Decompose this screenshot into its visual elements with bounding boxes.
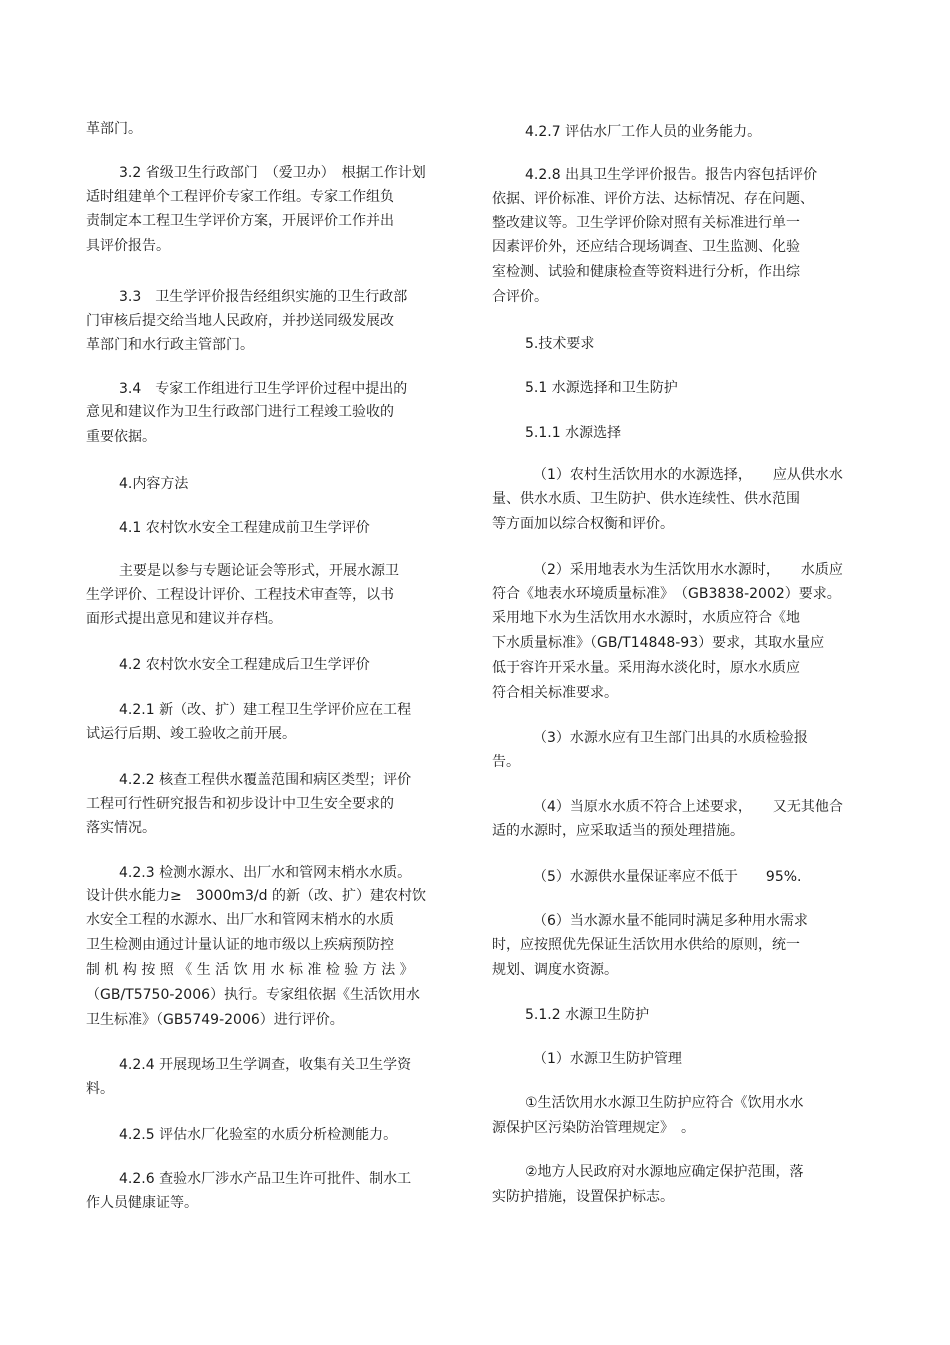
subsection-heading: 5.1.1 水源选择	[525, 425, 622, 441]
text-line: 符合《地表水环境质量标准》 （GB3838-2002）要求。	[492, 586, 841, 602]
text-line: 责制定本工程卫生学评价方案，开展评价工作并出	[86, 213, 394, 229]
text-line: 试运行后期、竣工验收之前开展。	[86, 726, 296, 742]
text-line: 3.2 省级卫生行政部门 （爱卫办） 根据工作计划	[119, 165, 426, 181]
text-line: （3）水源水应有卫生部门出具的水质检验报	[533, 730, 808, 746]
text-line: （1）农村生活饮用水的水源选择， 应从供水水	[533, 467, 843, 483]
text-line: ②地方人民政府对水源地应确定保护范围，落	[525, 1164, 804, 1180]
text-line: 量、供水水质、卫生防护、供水连续性、供水范围	[492, 491, 800, 507]
text-line: 实防护措施，设置保护标志。	[492, 1189, 674, 1205]
text-line: 制 机 构 按 照 《 生 活 饮 用 水 标 准 检 验 方 法 》	[86, 962, 414, 978]
section-heading: 4.内容方法	[119, 476, 189, 492]
text-line: （5）水源供水量保证率应不低于 95%.	[533, 869, 802, 885]
text-line: （6）当水源水量不能同时满足多种用水需求	[533, 913, 808, 929]
text-line: 因素评价外，还应结合现场调查、卫生监测、化验	[492, 239, 800, 255]
text-line: 室检测、试验和健康检查等资料进行分析，作出综	[492, 264, 800, 280]
text-line: 等方面加以综合权衡和评价。	[492, 516, 674, 532]
text-line: 整改建议等。卫生学评价除对照有关标准进行单一	[492, 215, 800, 231]
text-line: 规划、调度水资源。	[492, 962, 618, 978]
text-line: 4.2.5 评估水厂化验室的水质分析检测能力。	[119, 1127, 398, 1143]
text-line: 意见和建议作为卫生行政部门进行工程竣工验收的	[86, 404, 394, 420]
text-line: 依据、评价标准、评价方法、达标情况、存在问题、	[492, 191, 814, 207]
text-line: 料。	[86, 1081, 114, 1097]
text-line: 生学评价、工程设计评价、工程技术审查等，以书	[86, 587, 394, 603]
text-line: 革部门。	[86, 121, 142, 137]
subsection-heading: 5.1 水源选择和卫生防护	[525, 380, 678, 396]
text-line: 适时组建单个工程评价专家工作组。专家工作组负	[86, 189, 394, 205]
text-line: 4.2.2 核查工程供水覆盖范围和病区类型；评价	[119, 772, 412, 788]
text-line: （4）当原水水质不符合上述要求， 又无其他合	[533, 799, 843, 815]
text-line: 具评价报告。	[86, 238, 170, 254]
text-line: 4.2.7 评估水厂工作人员的业务能力。	[525, 124, 762, 140]
text-line: 作人员健康证等。	[86, 1195, 198, 1211]
text-line: 重要依据。	[86, 429, 156, 445]
text-line: 水安全工程的水源水、出厂水和管网末梢水的水质	[86, 912, 394, 928]
text-line: 下水质量标准》（GB/T14848-93）要求，其取水量应	[492, 635, 825, 651]
text-line: 革部门和水行政主管部门。	[86, 337, 254, 353]
subsection-heading: 4.2 农村饮水安全工程建成后卫生学评价	[119, 657, 370, 673]
text-line: 采用地下水为生活饮用水水源时，水质应符合《地	[492, 610, 800, 626]
text-line: ①生活饮用水水源卫生防护应符合《饮用水水	[525, 1095, 804, 1111]
text-line: 门审核后提交给当地人民政府，并抄送同级发展改	[86, 313, 394, 329]
text-line: 落实情况。	[86, 820, 156, 836]
text-line: 4.2.3 检测水源水、出厂水和管网末梢水水质。	[119, 865, 412, 881]
text-line: 工程可行性研究报告和初步设计中卫生安全要求的	[86, 796, 394, 812]
text-line: 卫生标准》（GB5749-2006）进行评价。	[86, 1012, 344, 1028]
text-line: 3.4 专家工作组进行卫生学评价过程中提出的	[119, 381, 408, 397]
text-line: （1）水源卫生防护管理	[533, 1051, 682, 1067]
text-line: 源保护区污染防治管理规定》 。	[492, 1120, 695, 1136]
subsection-heading: 4.1 农村饮水安全工程建成前卫生学评价	[119, 520, 370, 536]
text-line: 4.2.4 开展现场卫生学调查，收集有关卫生学资	[119, 1057, 412, 1073]
text-line: 低于容许开采水量。采用海水淡化时，原水水质应	[492, 660, 800, 676]
text-line: 告。	[492, 754, 520, 770]
text-line: 卫生检测由通过计量认证的地市级以上疾病预防控	[86, 937, 394, 953]
text-line: 3.3 卫生学评价报告经组织实施的卫生行政部	[119, 289, 408, 305]
text-line: 合评价。	[492, 289, 548, 305]
text-line: （GB/T5750-2006）执行。专家组依据《生活饮用水	[86, 987, 421, 1003]
text-line: 符合相关标准要求。	[492, 685, 618, 701]
text-line: 设计供水能力≥ 3000m3/d 的新（改、扩）建农村饮	[86, 888, 426, 904]
subsection-heading: 5.1.2 水源卫生防护	[525, 1007, 650, 1023]
text-line: 面形式提出意见和建议并存档。	[86, 611, 282, 627]
text-line: 4.2.6 查验水厂涉水产品卫生许可批件、制水工	[119, 1171, 412, 1187]
text-line: 适的水源时，应采取适当的预处理措施。	[492, 823, 744, 839]
text-line: 主要是以参与专题论证会等形式，开展水源卫	[119, 563, 399, 579]
text-line: （2）采用地表水为生活饮用水水源时， 水质应	[533, 562, 843, 578]
text-line: 4.2.1 新（改、扩）建工程卫生学评价应在工程	[119, 702, 412, 718]
section-heading: 5.技术要求	[525, 336, 595, 352]
text-line: 4.2.8 出具卫生学评价报告。报告内容包括评价	[525, 167, 818, 183]
text-line: 时，应按照优先保证生活饮用水供给的原则，统一	[492, 937, 800, 953]
